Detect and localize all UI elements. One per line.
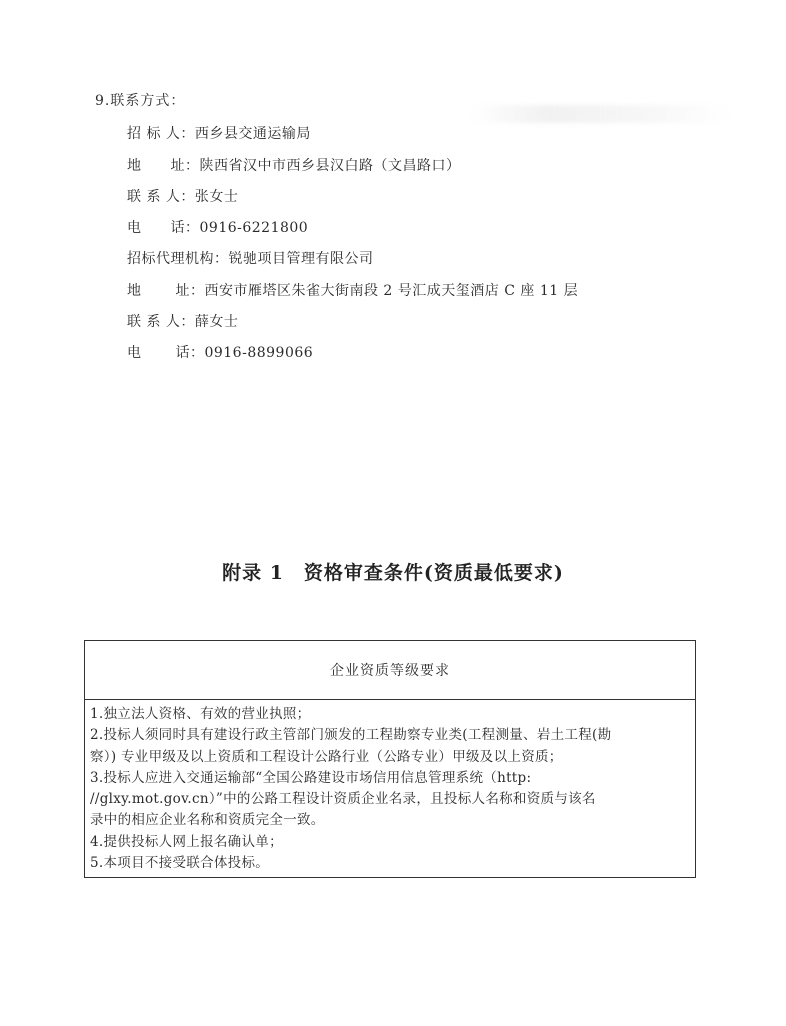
contact-row-agency-phone [127, 342, 313, 362]
contact-label: 联 系 人： [127, 314, 195, 330]
contact-row-agency-address [127, 280, 578, 300]
requirement-line: 1.独立法人资格、有效的营业执照； [90, 706, 311, 722]
contact-row-tenderer [127, 123, 311, 143]
contact-value: 0916-6221800 [199, 220, 309, 236]
requirement-line: 2.投标人须同时具有建设行政主管部门颁发的工程勘察专业类(工程测量、岩土工程(勘 [90, 727, 612, 744]
contact-row-phone [127, 217, 308, 237]
contact-value: 西安市雁塔区朱雀大街南段 2 号汇成天玺酒店 C 座 11 层 [204, 283, 579, 299]
requirement-line: 4.提供投标人网上报名确认单； [90, 833, 283, 850]
contact-label: 地 址： [127, 283, 205, 299]
requirement-line: 录中的相应企业名称和资质完全一致。 [90, 812, 325, 829]
contact-label: 招 标 人： [127, 126, 195, 142]
contact-label: 电 话： [127, 345, 205, 361]
requirement-line: 察）) 专业甲级及以上资质和工程设计公路行业（公路专业）甲级及以上资质； [90, 748, 563, 765]
contact-label: 招标代理机构： [127, 251, 229, 267]
appendix-title: 附录 1 资格审查条件(资质最低要求) [222, 562, 564, 584]
contact-label: 地 址： [127, 158, 200, 174]
scan-artifact [470, 105, 730, 123]
contact-heading: 9.联系方式： [95, 93, 186, 109]
contact-row-person [127, 186, 238, 206]
contact-value: 薛女士 [194, 314, 239, 330]
contact-row-address [127, 155, 461, 175]
contact-row-agency [127, 248, 374, 268]
contact-value: 西乡县交通运输局 [194, 126, 311, 142]
contact-label: 电 话： [127, 220, 200, 236]
requirement-line: 5.本项目不接受联合体投标。 [90, 855, 270, 872]
contact-label: 联 系 人： [127, 189, 195, 205]
contact-row-agency-person [127, 311, 238, 331]
requirements-table [84, 640, 696, 878]
requirement-line: 3.投标人应进入交通运输部“全国公路建设市场信用信息管理系统（http: [90, 769, 532, 786]
contact-value: 陕西省汉中市西乡县汉白路（文昌路口） [199, 158, 461, 174]
requirement-line: //glxy.mot.gov.cn）”中的公路工程设计资质企业名录，且投标人名称和资质与该名 [90, 791, 596, 808]
contact-value: 锐驰项目管理有限公司 [228, 251, 374, 267]
contact-value: 0916-8899066 [204, 345, 314, 361]
contact-value: 张女士 [194, 189, 239, 205]
requirements-table-header: 企业资质等级要求 [85, 641, 695, 700]
requirements-table-body [85, 700, 695, 874]
